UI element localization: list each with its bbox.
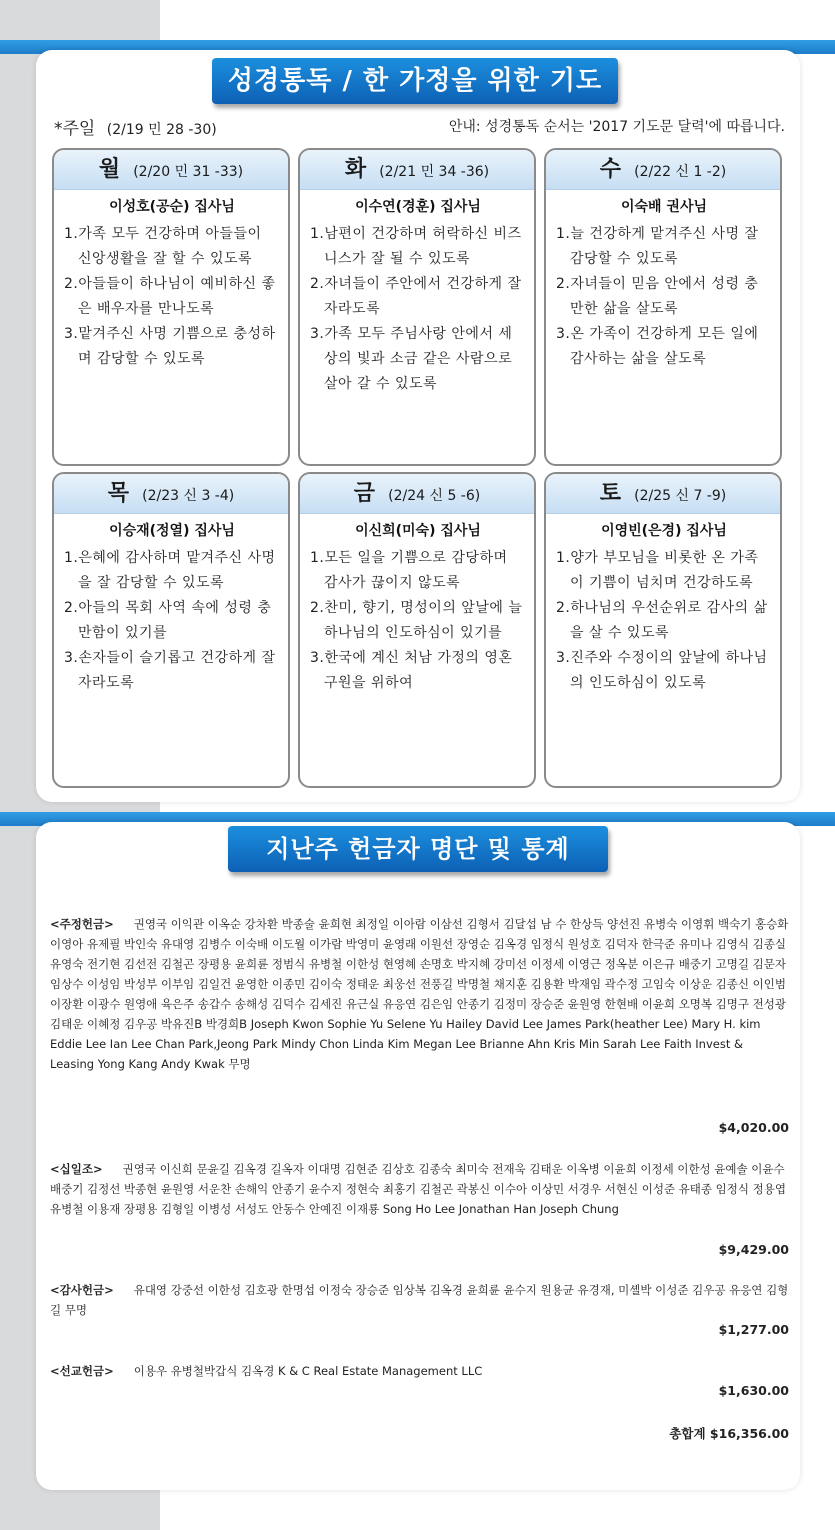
prayer-item: 2.아들의 목회 사역 속에 성령 충만함이 있기를 [64,600,272,641]
offering-group-sunday [50,914,790,1074]
offering-title-banner [228,826,608,872]
family-name: 이영빈(은경) 집사님 [601,523,727,539]
day-label: 토 [599,481,622,506]
day-label: 목 [107,481,130,506]
sunday-reading [54,114,217,139]
day-card-tue [298,148,536,466]
day-label: 월 [98,157,121,182]
day-card-fri [298,472,536,788]
day-header [54,474,288,514]
reading-notice: 안내: 성경통독 순서는 '2017 기도문 달력'에 따릅니다. [448,119,785,135]
day-label: 금 [353,481,376,506]
offering-category: <십일조> [50,1162,103,1176]
day-header [546,474,780,514]
prayer-item: 2.찬미, 향기, 명성이의 앞날에 늘 하나님의 인도하심이 있기를 [310,600,523,641]
prayer-item: 2.자녀들이 주안에서 건강하게 잘 자라도록 [310,276,522,317]
family-name: 이수연(경훈) 집사님 [355,199,481,215]
prayer-item: 3.한국에 계신 처남 가정의 영혼 구원을 위하여 [310,650,513,691]
day-header [54,150,288,190]
prayer-item: 3.손자들이 슬기롭고 건강하게 잘 자라도록 [64,650,276,691]
offering-total: 총합계 $16,356.00 [669,1426,789,1441]
offering-names: 권영국 이신희 문윤길 김옥경 길옥자 이대명 김현준 김상호 김종숙 최미숙 전재욱 김태운 이옥병 이윤희 이정세 이한성 윤예솔 이윤수 배중기 김정선 박종현 윤원영 서운찬 손해익 안종기 윤수지 정현숙 최홍기 김철곤 곽봉신 이수아 이상민 서경우 서현신 이성준 유태종 임정식 정용엽 유병철 이용재 장평용 김형일 이병성 서성도 안동수 안예진 이재룡 Song Ho Lee Jonathan Han Joseph Chung [50,1162,786,1216]
family-name: 이숙배 권사님 [620,199,708,215]
prayer-item: 1.늘 건강하게 맡겨주신 사명 잘 감당할 수 있도록 [556,226,759,267]
prayer-item: 2.자녀들이 믿음 안에서 성령 충만한 삶을 살도록 [556,276,759,317]
day-card-wed [544,148,782,466]
day-header [546,150,780,190]
family-name: 이성호(공순) 집사님 [109,199,235,215]
prayer-item: 2.아들들이 하나님이 예비하신 좋은 배우자를 만나도록 [64,276,276,317]
day-card-mon [52,148,290,466]
sunday-label: *주일 [54,119,96,139]
family-name: 이신희(미숙) 집사님 [355,523,481,539]
prayer-item: 1.양가 부모님을 비롯한 온 가족이 기쁨이 넘치며 건강하도록 [556,550,759,591]
day-header [300,474,534,514]
day-ref: (2/25 신 7 -9) [634,488,727,504]
offering-group-thanks [50,1280,790,1320]
prayer-title-banner [212,58,618,104]
sunday-ref: (2/19 민 28 -30) [106,122,217,138]
day-ref: (2/21 민 34 -36) [379,164,490,180]
day-header [300,150,534,190]
prayer-item: 3.맡겨주신 사명 기쁨으로 충성하며 감당할 수 있도록 [64,326,276,367]
prayer-item: 3.온 가족이 건강하게 모든 일에 감사하는 삶을 살도록 [556,326,759,367]
offering-amount: $1,630.00 [718,1383,789,1398]
offering-group-mission [50,1361,790,1381]
offering-names: 유대영 강중선 이한성 김호광 한명섭 이정숙 장승준 임상복 김옥경 윤희륜 윤수지 원용균 유경재, 미셸박 이성준 김우공 유응연 김형길 무명 [50,1283,789,1317]
day-label: 수 [599,157,622,182]
prayer-item: 1.가족 모두 건강하며 아들들이 신앙생활을 잘 할 수 있도록 [64,226,262,267]
day-card-sat [544,472,782,788]
offering-amount: $9,429.00 [718,1242,789,1257]
day-ref: (2/22 신 1 -2) [634,164,727,180]
offering-amount: $1,277.00 [718,1322,789,1337]
offering-category: <선교헌금> [50,1364,114,1378]
offering-category: <감사헌금> [50,1283,114,1297]
offering-category: <주정헌금> [50,917,114,931]
day-card-thu [52,472,290,788]
prayer-item: 3.가족 모두 주님사랑 안에서 세상의 빛과 소금 같은 사람으로 살아 갈 수 있도록 [310,326,513,392]
day-ref: (2/23 신 3 -4) [142,488,235,504]
day-ref: (2/24 신 5 -6) [388,488,481,504]
offering-amount: $4,020.00 [718,1120,789,1135]
offering-names: 이용우 유병철박갑식 김옥경 K & C Real Estate Management LLC [133,1364,483,1378]
day-label: 화 [344,157,367,182]
prayer-title: 성경통독 / 한 가정을 위한 기도 [227,66,603,96]
day-ref: (2/20 민 31 -33) [133,164,244,180]
prayer-item: 1.모든 일을 기쁨으로 감당하며 감사가 끊이지 않도록 [310,550,508,591]
offering-group-tithe [50,1159,790,1219]
prayer-item: 1.남편이 건강하며 허락하신 비즈니스가 잘 될 수 있도록 [310,226,522,267]
offering-title: 지난주 헌금자 명단 및 통계 [266,835,570,863]
prayer-item: 1.은혜에 감사하며 맡겨주신 사명을 잘 감당할 수 있도록 [64,550,276,591]
family-name: 이승재(정열) 집사님 [109,523,235,539]
prayer-item: 2.하나님의 우선순위로 감사의 삶을 살 수 있도록 [556,600,768,641]
prayer-item: 3.진주와 수정이의 앞날에 하나님의 인도하심이 있도록 [556,650,768,691]
offering-names: 권영국 이익관 이옥순 강차환 박종술 윤희현 최정일 이아람 이삼선 김형서 김달섭 남 수 한상득 양선진 유병숙 이영휘 백숙기 홍승화 이영아 유제필 박인숙 유대영 김병수 이숙배 이도월 이가람 박영미 윤영래 이원선 장영순 김옥경 임정식 원성호 김덕자 한극준 유미나 김영식 김종실 유영숙 전기현 김선전 김철곤 장평용 윤희륜 정범식 유병철 이한성 현영혜 손명호 박지혜 강미선 이정세 이영근 정옥분 이은규 배중기 고명길 김문자 임상수 이성임 박성부 이부임 김일건 윤영한 이종민 김이숙 정태운 최웅선 전풍길 박명철 채지훈 김용환 박재임 곽수정 고임숙 이상운 김종신 이인범 이장환 이광수 원영애 육은주 송갑수 송해성 김덕수 김세진 유근실 유응연 김은임 안종기 김정미 장승준 윤원영 한현배 이윤희 오명복 김명구 전성광 김태운 이혜정 김우공 박유진B 박경희B Joseph Kwon Sophie Yu Selene Yu Hailey David Lee James Park(heather Lee) Mary H. kim Eddie Lee Ian Lee Chan Park,Jeong Park Mindy Chon Linda Kim Megan Lee Brianne Ahn Kris Min Sarah Lee Faith Invest & Leasing Yong Kang Andy Kwak 무명 [50,917,789,1071]
